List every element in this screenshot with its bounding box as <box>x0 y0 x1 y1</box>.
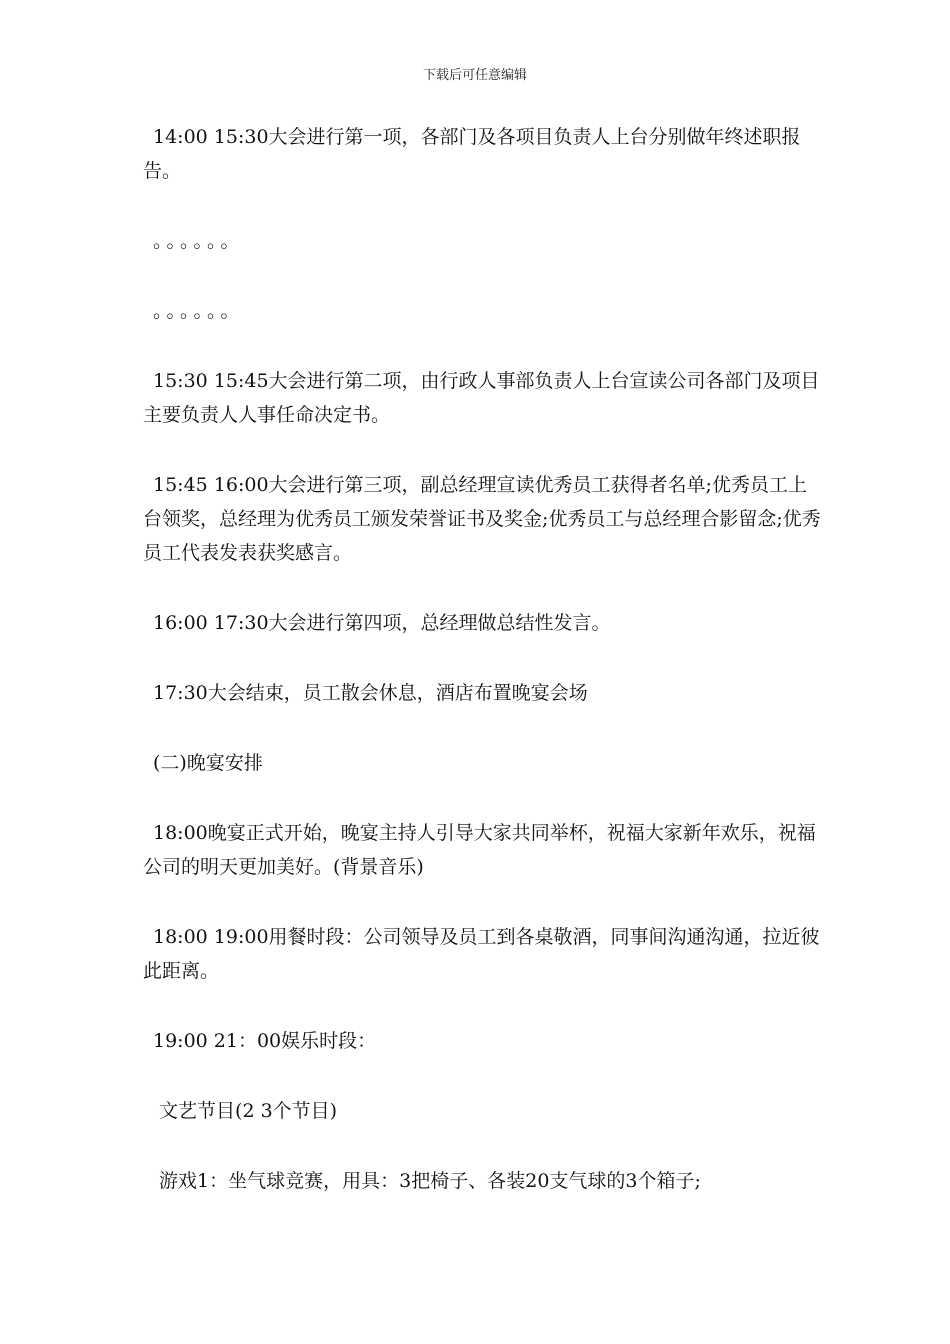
page-header: 下载后可任意编辑 <box>422 68 527 83</box>
ellipsis-line: 。。。。。。 <box>153 300 244 322</box>
paragraph-game-1: 游戏1：坐气球竞赛，用具：3把椅子、各装20支气球的3个箱子; <box>153 1170 701 1192</box>
paragraph-dining: 18:00 19:00用餐时段：公司领导及员工到各桌敬酒，同事间沟通沟通，拉近彼此距离。 <box>143 926 820 982</box>
paragraph-awards: 15:45 16:00大会进行第三项，副总经理宣读优秀员工获得者名单;优秀员工上台领奖，总经理为优秀员工颁发荣誉证书及奖金;优秀员工与总经理合影留念;优秀员工代表发表获奖感言。 <box>143 474 821 564</box>
paragraph-banquet-start: 18:00晚宴正式开始，晚宴主持人引导大家共同举杯，祝福大家新年欢乐，祝福公司的明天更加美好。(背景音乐) <box>143 822 816 878</box>
paragraph-meeting-end: 17:30大会结束，员工散会休息，酒店布置晚宴会场 <box>153 682 588 704</box>
paragraph-performances: 文艺节目(2 3个节目) <box>153 1100 338 1122</box>
paragraph-summary-speech: 16:00 17:30大会进行第四项，总经理做总结性发言。 <box>153 612 611 634</box>
document-body <box>143 120 823 1198</box>
paragraph-work-reports: 14:00 15:30大会进行第一项，各部门及各项目负责人上台分别做年终述职报告。 <box>143 126 801 182</box>
ellipsis-line: 。。。。。。 <box>153 230 244 252</box>
paragraph-entertainment: 19:00 21：00娱乐时段： <box>153 1030 377 1052</box>
paragraph-appointments: 15:30 15:45大会进行第二项，由行政人事部负责人上台宣读公司各部门及项目主要负责人人事任命决定书。 <box>143 370 820 426</box>
section-heading-banquet: (二)晚宴安排 <box>153 752 263 774</box>
